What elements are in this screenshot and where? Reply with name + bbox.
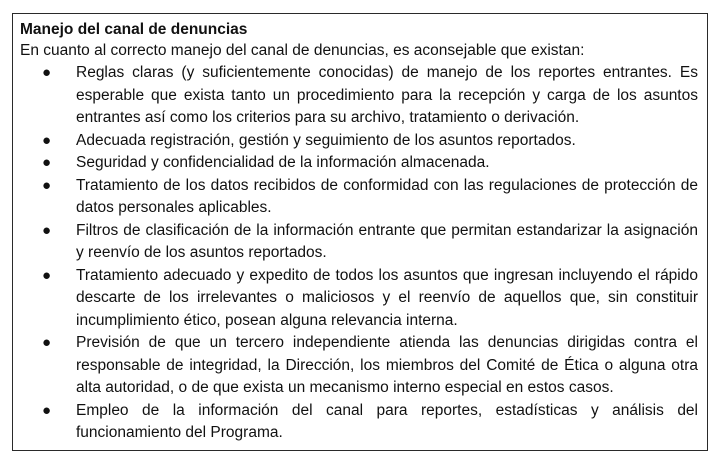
bullet-list bbox=[20, 62, 698, 445]
list-item-text: Tratamiento de los datos recibidos de conformidad con las regulaciones de protección de datos personales aplicables. bbox=[76, 176, 698, 216]
bullet-icon: ● bbox=[42, 131, 52, 149]
list-item-text: Reglas claras (y suficientemente conocidas) de manejo de los reportes entrantes. Es esperable que exista tanto un procedimiento para la recepción y carga de los asuntos entrantes así como los criterios para su archivo, tratamiento o derivación. bbox=[76, 64, 698, 126]
text-box bbox=[12, 13, 708, 451]
list-item bbox=[20, 400, 698, 445]
bullet-icon: ● bbox=[42, 334, 52, 351]
bullet-icon: ● bbox=[42, 176, 52, 194]
list-item-text: Filtros de clasificación de la información entrante que permitan estandarizar la asignación y reenvío de los asuntos reportados. bbox=[76, 221, 698, 261]
list-item-text: Seguridad y confidencialidad de la información almacenada. bbox=[76, 154, 490, 171]
bullet-icon: ● bbox=[42, 154, 52, 171]
bullet-icon: ● bbox=[42, 221, 52, 239]
list-item bbox=[20, 332, 698, 400]
list-item bbox=[20, 152, 698, 175]
intro-paragraph: En cuanto al correcto manejo del canal de denuncias, es aconsejable que existan: bbox=[20, 42, 585, 59]
list-item bbox=[20, 62, 698, 130]
list-item bbox=[20, 130, 698, 153]
bullet-icon: ● bbox=[42, 266, 52, 284]
list-item bbox=[20, 175, 698, 220]
bullet-icon: ● bbox=[42, 401, 52, 419]
list-item-text: Adecuada registración, gestión y seguimiento de los asuntos reportados. bbox=[76, 131, 576, 149]
list-item-text: Empleo de la información del canal para reportes, estadísticas y análisis del funcionamiento del Programa. bbox=[76, 401, 698, 441]
box-title: Manejo del canal de denuncias bbox=[20, 21, 248, 38]
list-item bbox=[20, 265, 698, 333]
bullet-icon: ● bbox=[42, 64, 52, 81]
list-item-text: Previsión de que un tercero independiente atienda las denuncias dirigidas contra el responsable de integridad, la Dirección, los miembros del Comité de Ética o alguna otra alta autoridad, o de que exista un mecanismo interno especial en estos casos. bbox=[76, 334, 698, 396]
list-item bbox=[20, 220, 698, 265]
list-item-text: Tratamiento adecuado y expedito de todos los asuntos que ingresan incluyendo el rápido descarte de los irrelevantes o maliciosos y el reenvío de aquellos que, sin constituir incumplimiento ético, posean alguna relevancia interna. bbox=[76, 266, 698, 329]
